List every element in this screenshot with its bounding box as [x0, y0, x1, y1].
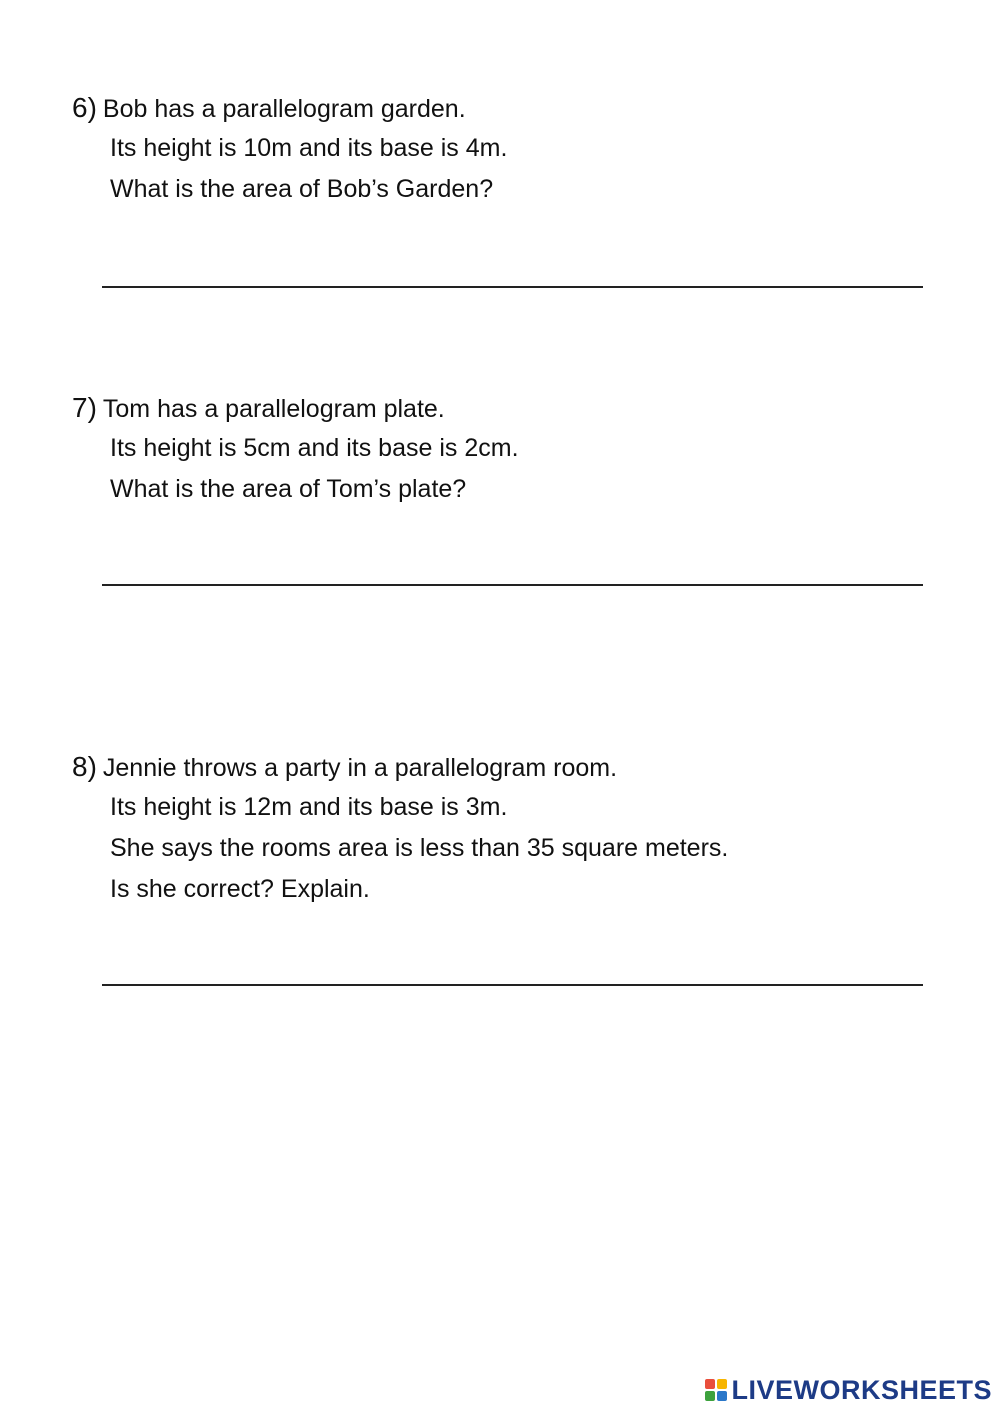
question-text-line: Its height is 5cm and its base is 2cm. [110, 434, 519, 462]
question-text-line: Bob has a parallelogram garden. [102, 95, 466, 123]
question-text-line: Is she correct? Explain. [110, 875, 370, 903]
question-8 [72, 746, 932, 910]
question-6 [72, 87, 932, 210]
question-text-line: Its height is 12m and its base is 3m. [110, 793, 508, 821]
question-number: 8) [72, 751, 97, 782]
liveworksheets-brand[interactable] [705, 1373, 992, 1407]
question-text-line: What is the area of Tom’s plate? [110, 475, 467, 503]
liveworksheets-logo-icon [705, 1379, 727, 1401]
question-number: 7) [72, 392, 97, 423]
question-7 [72, 387, 932, 510]
question-text-line: Jennie throws a party in a parallelogram room. [102, 754, 618, 782]
answer-line-8[interactable] [102, 984, 923, 986]
question-text-line: She says the rooms area is less than 35 square meters. [110, 834, 729, 862]
question-number: 6) [72, 92, 97, 123]
question-text-line: Tom has a parallelogram plate. [102, 395, 445, 423]
question-text-line: Its height is 10m and its base is 4m. [110, 134, 508, 162]
brand-name: LIVEWORKSHEETS [731, 1374, 992, 1405]
question-text-line: What is the area of Bob’s Garden? [110, 175, 494, 203]
answer-line-7[interactable] [102, 584, 923, 586]
answer-line-6[interactable] [102, 286, 923, 288]
